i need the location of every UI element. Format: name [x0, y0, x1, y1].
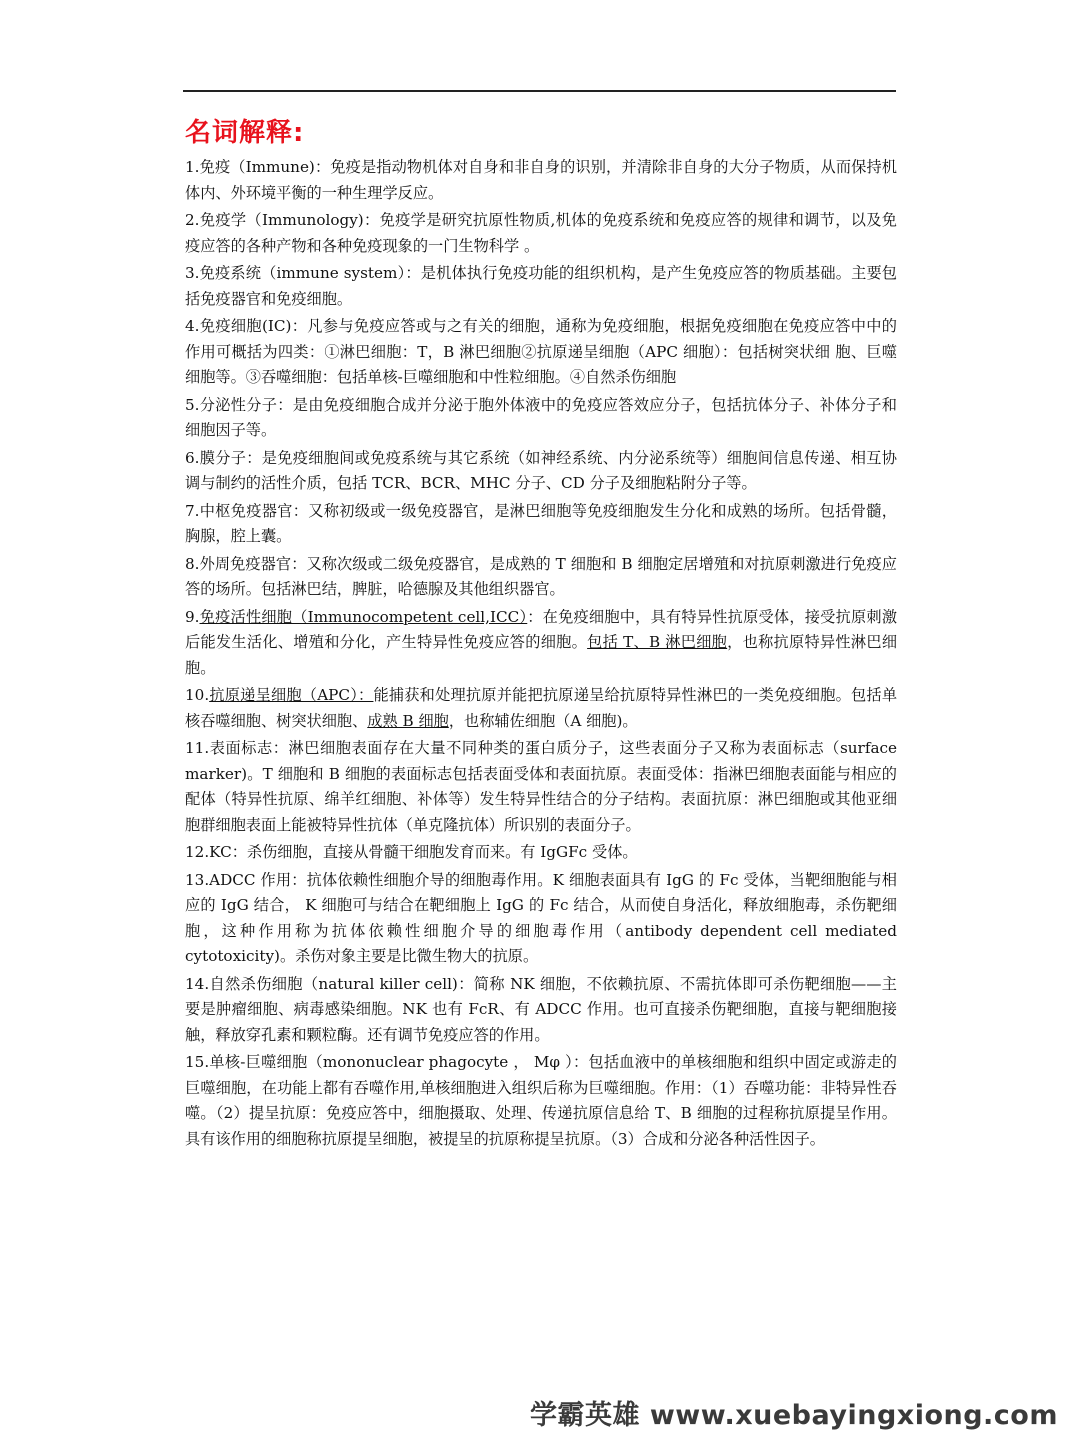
site-watermark: 学霸英雄 www.xuebayingxiong.com [529, 1400, 1058, 1431]
entry-icc-term: 免疫活性细胞（Immunocompetent cell,ICC） [199, 607, 528, 626]
entry-macrophage-label: 作用： [665, 1078, 712, 1097]
entry-central-immune-organ: 7.中枢免疫器官：又称初级或一级免疫器官，是淋巴细胞等免疫细胞发生分化和成熟的场所。包括骨髓，胸腺，腔上囊。 [185, 501, 897, 545]
entry-kc: 12.KC：杀伤细胞，直接从骨髓干细胞发育而来。有 IgGFc 受体。 [185, 843, 638, 861]
entry-macrophage-functions: （1）吞噬功能：非特异性吞噬。（2）提呈抗原：免疫应答中，细胞摄取、处理、传递抗原信息给 T、B 细胞的过程称抗原提呈作用。具有该作用的细胞称抗原提呈细胞，被提呈的抗原称提呈抗原。（3）合成和分泌各种活性因子。 [185, 1078, 897, 1148]
entry-icc [185, 605, 897, 682]
entry-nk-cell: 14.自然杀伤细胞（natural killer cell)：简称 NK 细胞，不依赖抗原、不需抗体即可杀伤靶细胞——主要是肿瘤细胞、病毒感染细胞。NK 也有 FcR、有 ADCC 作用。也可直接杀伤靶细胞，直接与靶细胞接触，释放穿孔素和颗粒酶。还有调节免疫应答的作用。 [185, 974, 897, 1044]
entry-immune-cell: 4.免疫细胞(IC)：凡参与免疫应答或与之有关的细胞，通称为免疫细胞，根据免疫细胞在免疫应答中中的作用可概括为四类：①淋巴细胞：T，B 淋巴细胞②抗原递呈细胞（APC 细胞）：包括树突状细 胞、巨噬细胞等。③吞噬细胞：包括单核-巨噬细胞和中性粒细胞。④自然杀伤细胞 [185, 317, 897, 386]
entry-immune-system: 3.免疫系统（immune system）：是机体执行免疫功能的组织机构，是产生免疫应答的物质基础。主要包括免疫器官和免疫细胞。 [185, 264, 897, 308]
entry-adcc: 13.ADCC 作用：抗体依赖性细胞介导的细胞毒作用。K 细胞表面具有 IgG 的 Fc 受体，当靶细胞能与相应的 IgG 结合， K 细胞可与结合在靶细胞上 IgG 的 Fc 结合，从而使自身活化，释放细胞毒，杀伤靶细胞，这种作用称为抗体依赖性细胞介导的细胞毒作用（antibody dependent cell mediated cytotoxicity)。杀伤对象主要是比微生物大的抗原。 [185, 870, 897, 965]
entry-icc-body: ：在免疫细胞中，具有特异性抗原受体，接受抗原刺激后能发生活化、增殖和分化，产生特异性免疫应答的细胞。 [185, 607, 898, 651]
entry-macrophage [185, 1050, 897, 1152]
entry-icc-underlined: 包括 T、B 淋巴细胞 [587, 633, 728, 651]
top-rule [183, 90, 896, 92]
entry-secretory-molecule: 5.分泌性分子：是由免疫细胞合成并分泌于胞外体液中的免疫应答效应分子，包括抗体分子、补体分子和细胞因子等。 [185, 395, 897, 439]
entry-apc-body: 能捕获和处理抗原并能把抗原递呈给抗原特异性淋巴的一类免疫细胞。包括单核吞噬细胞、树突状细胞、 [185, 686, 898, 730]
entry-apc-term: 抗原递呈细胞（APC）： [209, 686, 374, 704]
entry-immunology: 2.免疫学（Immunology)：免疫学是研究抗原性物质,机体的免疫系统和免疫应答的规律和调节，以及免疫应答的各种产物和各种免疫现象的一门生物科学 。 [185, 211, 897, 255]
entry-apc-tail: ，也称辅佐细胞（A 细胞)。 [448, 711, 638, 730]
entry-surface-marker: 11.表面标志：淋巴细胞表面存在大量不同种类的蛋白质分子，这些表面分子又称为表面标志（surface marker)。T 细胞和 B 细胞的表面标志包括表面受体和表面抗原。表面受体：指淋巴细胞表面能与相应的配体（特异性抗原、绵羊红细胞、补体等）发生特异性结合的分子结构。表面抗原：淋巴细胞或其他亚细胞群细胞表面上能被特异性抗体（单克隆抗体）所识别的表面分子。 [185, 739, 897, 834]
entry-membrane-molecule: 6.膜分子：是免疫细胞间或免疫系统与其它系统（如神经系统、内分泌系统等）细胞间信息传递、相互协调与制约的活性介质，包括 TCR、BCR、MHC 分子、CD 分子及细胞粘附分子等。 [185, 448, 897, 492]
entry-apc-number: 10. [185, 686, 210, 704]
entry-apc-underlined: 成熟 B 细胞 [367, 711, 449, 730]
entry-immune: 1.免疫（Immune)：免疫是指动物机体对自身和非自身的识别，并清除非自身的大分子物质，从而保持机体内、外环境平衡的一种生理学反应。 [185, 158, 897, 202]
entry-icc-tail: ，也称抗原特异性淋巴细胞。 [185, 633, 898, 677]
section-heading: 名词解释: [185, 118, 305, 148]
entry-icc-number: 9. [185, 607, 200, 626]
entry-apc [185, 683, 897, 734]
entry-peripheral-immune-organ: 8.外周免疫器官：又称次级或二级免疫器官，是成熟的 T 细胞和 B 细胞定居增殖和对抗原刺激进行免疫应答的场所。包括淋巴结，脾脏，哈德腺及其他组织器官。 [185, 554, 897, 598]
entry-macrophage-def: 15.单核-巨噬细胞（mononuclear phagocyte ， Mφ ）：包括血液中的单核细胞和组织中固定或游走的巨噬细胞，在功能上都有吞噬作用,单核细胞进入组织后称为巨噬细胞。 [185, 1053, 897, 1097]
definitions-list [185, 155, 897, 1154]
